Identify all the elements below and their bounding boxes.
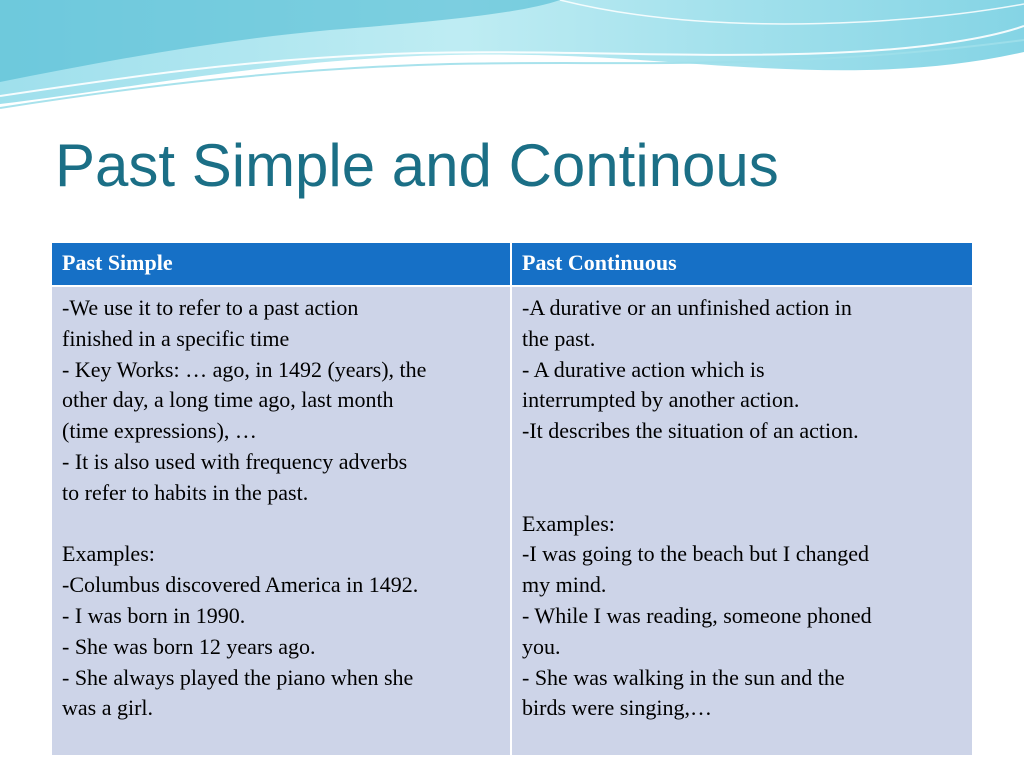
table-row — [51, 286, 973, 756]
decorative-wave-header — [0, 0, 1024, 120]
cell-past-simple — [51, 286, 511, 756]
cell-line: -A durative or an unfinished action in — [522, 295, 852, 320]
slide-title: Past Simple and Continous — [55, 132, 779, 199]
cell-line: -I was going to the beach but I changed — [522, 541, 869, 567]
cell-line: you. — [522, 633, 561, 659]
cell-line: interrumpted by another action. — [522, 387, 800, 413]
cell-line: - She always played the piano when she — [62, 664, 414, 690]
cell-line — [62, 509, 500, 540]
cell-line: - While I was reading, someone phoned — [522, 602, 872, 628]
header-past-simple: Past Simple — [51, 242, 511, 286]
cell-line: - She was walking in the sun and the — [522, 664, 845, 690]
cell-line: - Key Works: … ago, in 1492 (years), the — [62, 356, 427, 382]
cell-line: birds were singing,… — [522, 695, 713, 721]
cell-line: - She was born 12 years ago. — [62, 633, 316, 659]
cell-line — [522, 447, 962, 478]
cell-line: - A durative action which is — [522, 356, 765, 382]
cell-line: to refer to habits in the past. — [62, 479, 309, 505]
cell-past-continuous — [511, 286, 973, 756]
cell-line: finished in a specific time — [62, 325, 290, 351]
cell-line: Examples: — [62, 541, 155, 567]
cell-line: was a girl. — [62, 695, 154, 721]
comparison-table — [50, 241, 974, 757]
cell-line: -We use it to refer to a past action — [62, 295, 359, 320]
cell-line: my mind. — [522, 572, 607, 598]
cell-line — [522, 478, 962, 509]
table-header-row — [51, 242, 973, 286]
cell-line: the past. — [522, 325, 596, 351]
cell-line: (time expressions), … — [62, 418, 257, 444]
cell-line: -Columbus discovered America in 1492. — [62, 572, 419, 598]
header-past-continuous: Past Continuous — [511, 242, 973, 286]
cell-line: - It is also used with frequency adverbs — [62, 448, 408, 474]
cell-line: Examples: — [522, 510, 615, 536]
cell-line: -It describes the situation of an action. — [522, 418, 859, 444]
cell-line: other day, a long time ago, last month — [62, 387, 394, 413]
cell-line: - I was born in 1990. — [62, 602, 246, 628]
